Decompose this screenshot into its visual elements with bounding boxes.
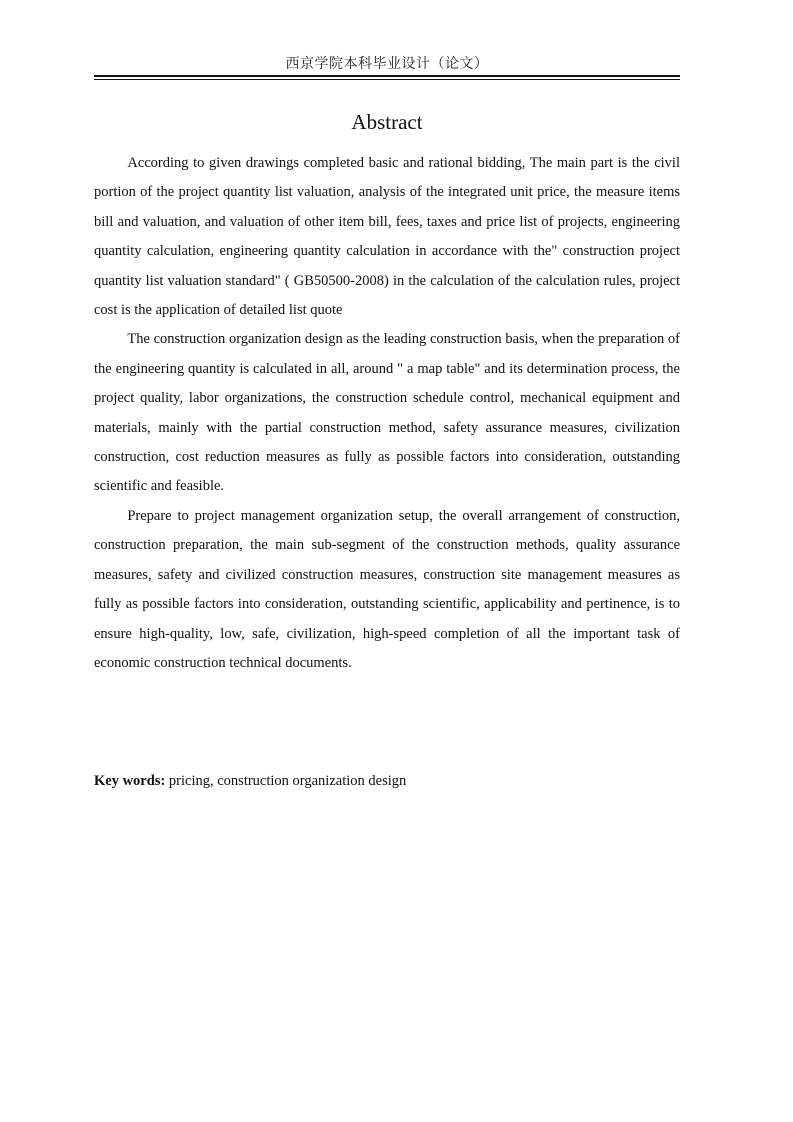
abstract-body [94,149,680,678]
abstract-paragraph-2: The construction organization design as the leading construction basis, when the preparation of the engineering quantity is calculated in all, around " a map table" and its determination process, the project quality, labor organizations, the construction schedule control, mechanical equipment and materials, mainly with the partial construction method, safety assurance measures, civilization construction, cost reduction measures as fully as possible factors into consideration, outstanding scientific and feasible. [94,331,680,495]
keywords-line [94,767,680,796]
keywords-label: Key words: [94,773,166,789]
abstract-paragraph-3: Prepare to project management organization setup, the overall arrangement of construction, construction preparation, the main sub-segment of the construction methods, quality assurance measures, safety and civilized construction measures, construction site management measures as fully as possible factors into consideration, outstanding scientific, applicability and pertinence, is to ensure high-quality, low, safe, civilization, high-speed completion of all the important task of economic construction technical documents. [94,507,680,671]
page-header: 西京学院本科毕业设计（论文） [285,57,489,72]
abstract-paragraph-1: According to given drawings completed basic and rational bidding, The main part is the civil portion of the project quantity list valuation, analysis of the integrated unit price, the measure items bill and valuation, and valuation of other item bill, fees, taxes and price list of projects, engineering quantity calculation, engineering quantity calculation in accordance with the" construction project quantity list valuation standard" ( GB50500-2008) in the calculation of the calculation rules, project cost is the application of detailed list quote [94,155,680,319]
header-rule-thick [94,75,680,77]
keywords-value: pricing, construction organization design [165,773,407,789]
abstract-title: Abstract [351,110,423,134]
header-rule-thin [94,79,680,80]
